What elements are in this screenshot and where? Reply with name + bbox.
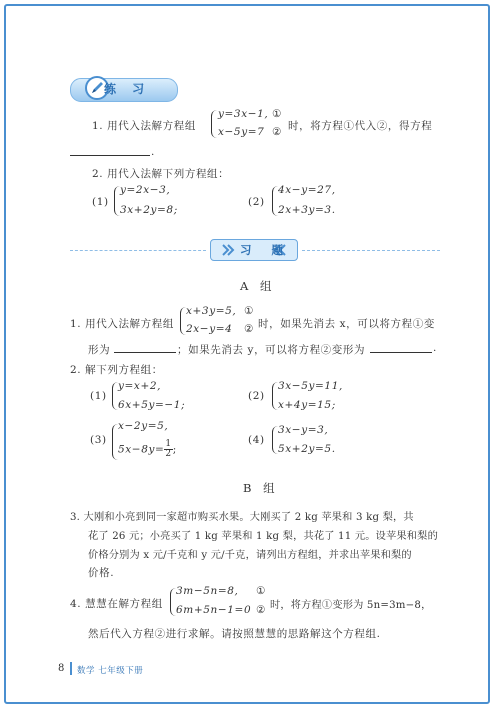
equation: 6x+5y=−1;	[118, 399, 186, 411]
exercise-a1-line2: 形为	[88, 344, 111, 356]
equation-tag: ①	[244, 305, 255, 317]
answer-blank	[114, 352, 176, 353]
equation: 3x+2y=8;	[120, 204, 178, 216]
period: .	[151, 146, 155, 158]
exercise-b3-line: 3. 大刚和小亮到同一家超市购买水果。大刚买了 2 kg 苹果和 3 kg 梨，共	[70, 512, 414, 523]
divider	[302, 250, 440, 251]
equation-tag: ②	[256, 604, 267, 616]
exercise-b3-line: 花了 26 元；小亮买了 1 kg 苹果和 1 kg 梨，共花了 11 元。设苹果和梨的	[88, 531, 438, 542]
equation: 3x−5y=11,	[278, 380, 343, 392]
exercise-b3-line: 价格分别为 x 元/千克和 y 元/千克，请列出方程组，并求出苹果和梨的	[88, 550, 412, 561]
chevron-right-icon	[221, 243, 235, 257]
equation: y=2x−3,	[120, 184, 171, 196]
page-number: 8	[58, 663, 65, 674]
equation: y=3x−1,	[218, 108, 269, 120]
group-b-heading: B 组	[243, 481, 279, 495]
sub-label: (4)	[248, 434, 265, 446]
equation: 4x−y=27,	[278, 184, 336, 196]
equation: 3m−5n=8,	[176, 585, 239, 597]
exercise-a1-prefix: 1. 用代入法解方程组	[70, 318, 174, 330]
answer-blank	[70, 155, 150, 156]
equation-tag: ①	[272, 108, 283, 120]
punctuation: ;	[172, 443, 177, 456]
sub-label: (3)	[90, 434, 107, 446]
equation: 3x−y=3,	[278, 424, 329, 436]
group-a-heading: A 组	[240, 279, 276, 293]
exercise-b4-suffix: 时，将方程①变形为 5n=3m−8，	[270, 600, 432, 611]
exercise-b4-line: 然后代入方程②进行求解。请按照慧慧的思路解这个方程组.	[88, 628, 381, 640]
equation: x−5y=7	[218, 126, 265, 138]
exercise-a2-text: 2. 解下列方程组：	[70, 364, 163, 376]
footer-divider	[70, 662, 72, 675]
fraction-denominator: 2	[165, 449, 172, 459]
practice-title: 练 习	[104, 82, 151, 96]
exercise-a1-suffix: 时，如果先消去 x，可以将方程①变	[258, 318, 435, 330]
sub-label: (1)	[90, 390, 107, 402]
equation: x−2y=5,	[118, 420, 169, 432]
brace	[211, 110, 217, 138]
equation: x+3y=5,	[186, 305, 237, 317]
answer-blank	[370, 352, 432, 353]
sub-label: (2)	[248, 390, 265, 402]
fraction-numerator: 1	[165, 439, 172, 449]
equation: 2x+3y=3.	[278, 204, 336, 216]
equation: y=x+2,	[118, 380, 162, 392]
equation: 5x−8y=	[118, 443, 165, 456]
period: .	[433, 342, 437, 354]
divider	[70, 250, 206, 251]
equation-tag: ②	[272, 126, 283, 138]
practice-q1-suffix: 时，将方程①代入②，得方程	[288, 120, 433, 132]
equation: 6m+5n−1=0	[176, 604, 252, 616]
footer-book-title: 数学 七年级下册	[77, 666, 144, 676]
sub-label: (2)	[248, 196, 265, 208]
exercises-title: 习 题	[240, 243, 292, 257]
practice-q2-text: 2. 用代入法解下列方程组：	[92, 168, 230, 180]
exercise-a1-line2: ；如果先消去 y，可以将方程②变形为	[177, 344, 366, 356]
exercise-b3-line: 价格.	[88, 567, 115, 579]
fraction	[164, 440, 172, 459]
sub-label: (1)	[92, 196, 109, 208]
equation-with-fraction	[118, 440, 177, 459]
equation-tag: ②	[244, 323, 255, 335]
equation: 5x+2y=5.	[278, 443, 336, 455]
exercise-b4-prefix: 4. 慧慧在解方程组	[70, 598, 163, 610]
equation: x+4y=15;	[278, 399, 336, 411]
practice-q1-prefix: 1. 用代入法解方程组	[92, 120, 196, 132]
equation: 2x−y=4	[186, 323, 233, 335]
equation-tag: ①	[256, 585, 267, 597]
